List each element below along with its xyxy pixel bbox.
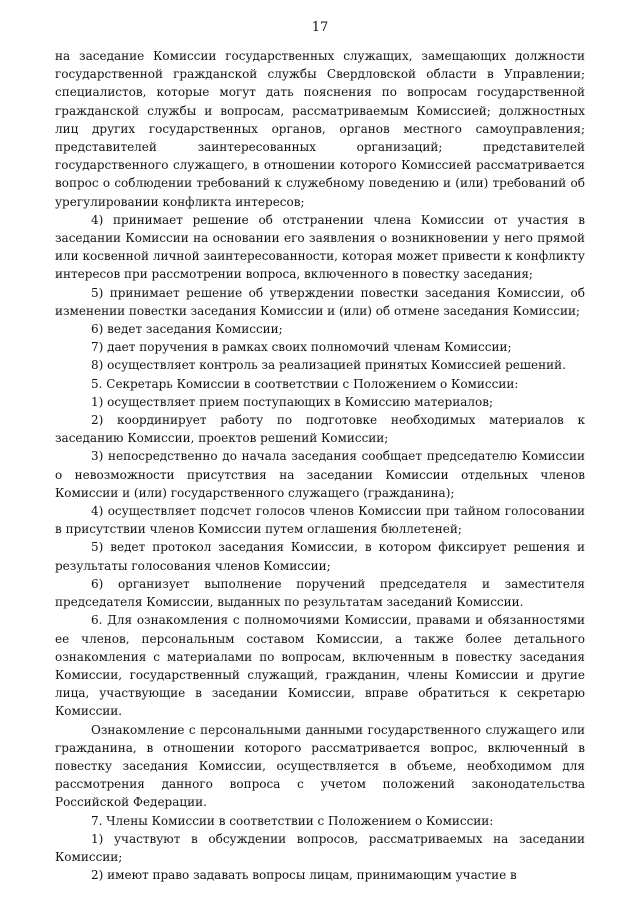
- paragraph: 6) ведет заседания Комиссии;: [91, 322, 283, 337]
- paragraph: 2) координирует работу по подготовке необходимых материалов к заседанию Комиссии, проектов решений Комиссии;: [55, 413, 585, 446]
- document-body: [55, 47, 585, 884]
- paragraph: 4) принимает решение об отстранении члена Комиссии от участия в заседании Комиссии на основании его заявления о возникновении у него прямой или косвенной личной заинтересованности, которая может привести к конфликту интересов при рассмотрении вопроса, включенного в повестку заседания;: [55, 212, 585, 282]
- paragraph: 7) дает поручения в рамках своих полномочий членам Комиссии;: [91, 340, 512, 355]
- paragraph: Ознакомление с персональными данными государственного служащего или гражданина, в отношении которого рассматривается вопрос, включенный в повестку заседания Комиссии, осуществляется в объеме, необходимом для рассмотрения данного вопроса с учетом положений законодательства Российской Федерации.: [55, 722, 585, 810]
- paragraph: 1) осуществляет прием поступающих в Комиссию материалов;: [91, 394, 493, 409]
- page-number: 17: [311, 20, 329, 35]
- paragraph: 2) имеют право задавать вопросы лицам, принимающим участие в: [91, 868, 517, 883]
- paragraph: 1) участвуют в обсуждении вопросов, рассматриваемых на заседании Комиссии;: [55, 831, 585, 864]
- paragraph: 4) осуществляет подсчет голосов членов Комиссии при тайном голосовании в присутствии членов Комиссии путем оглашения бюллетеней;: [55, 504, 585, 537]
- paragraph: 3) непосредственно до начала заседания сообщает председателю Комиссии о невозможности присутствия на заседании Комиссии отдельных членов Комиссии и (или) государственного служащего (гражданина);: [55, 449, 585, 500]
- paragraph: 7. Члены Комиссии в соответствии с Положением о Комиссии:: [91, 813, 494, 828]
- paragraph: 6. Для ознакомления с полномочиями Комиссии, правами и обязанностями ее членов, персональным составом Комиссии, а также более детального ознакомления с материалами по вопросам, включенным в повестку заседания Комиссии, государственный служащий, гражданин, члены Комиссии и другие лица, участвующие в заседании Комиссии, вправе обратиться к секретарю Комиссии.: [55, 613, 585, 719]
- paragraph: на заседание Комиссии государственных служащих, замещающих должности государственной гражданской службы Свердловской области в Управлении; специалистов, которые могут дать пояснения по вопросам государственной гражданской службы и вопросам, рассматриваемым Комиссией; должностных лиц других государственных органов, органов местного самоуправления; представителей заинтересованных организаций; представителей государственного служащего, в отношении которого Комиссией рассматривается вопрос о соблюдении требований к служебному поведению и (или) требований об урегулировании конфликта интересов;: [55, 49, 585, 209]
- paragraph: 5) ведет протокол заседания Комиссии, в котором фиксирует решения и результаты голосования членов Комиссии;: [55, 540, 585, 573]
- paragraph: 6) организует выполнение поручений председателя и заместителя председателя Комиссии, выданных по результатам заседаний Комиссии.: [55, 576, 585, 610]
- paragraph: 8) осуществляет контроль за реализацией принятых Комиссией решений.: [91, 358, 566, 373]
- paragraph: 5) принимает решение об утверждении повестки заседания Комиссии, об изменении повестки заседания Комиссии и (или) об отмене заседания Комиссии;: [55, 285, 585, 318]
- paragraph: 5. Секретарь Комиссии в соответствии с Положением о Комиссии:: [91, 376, 519, 391]
